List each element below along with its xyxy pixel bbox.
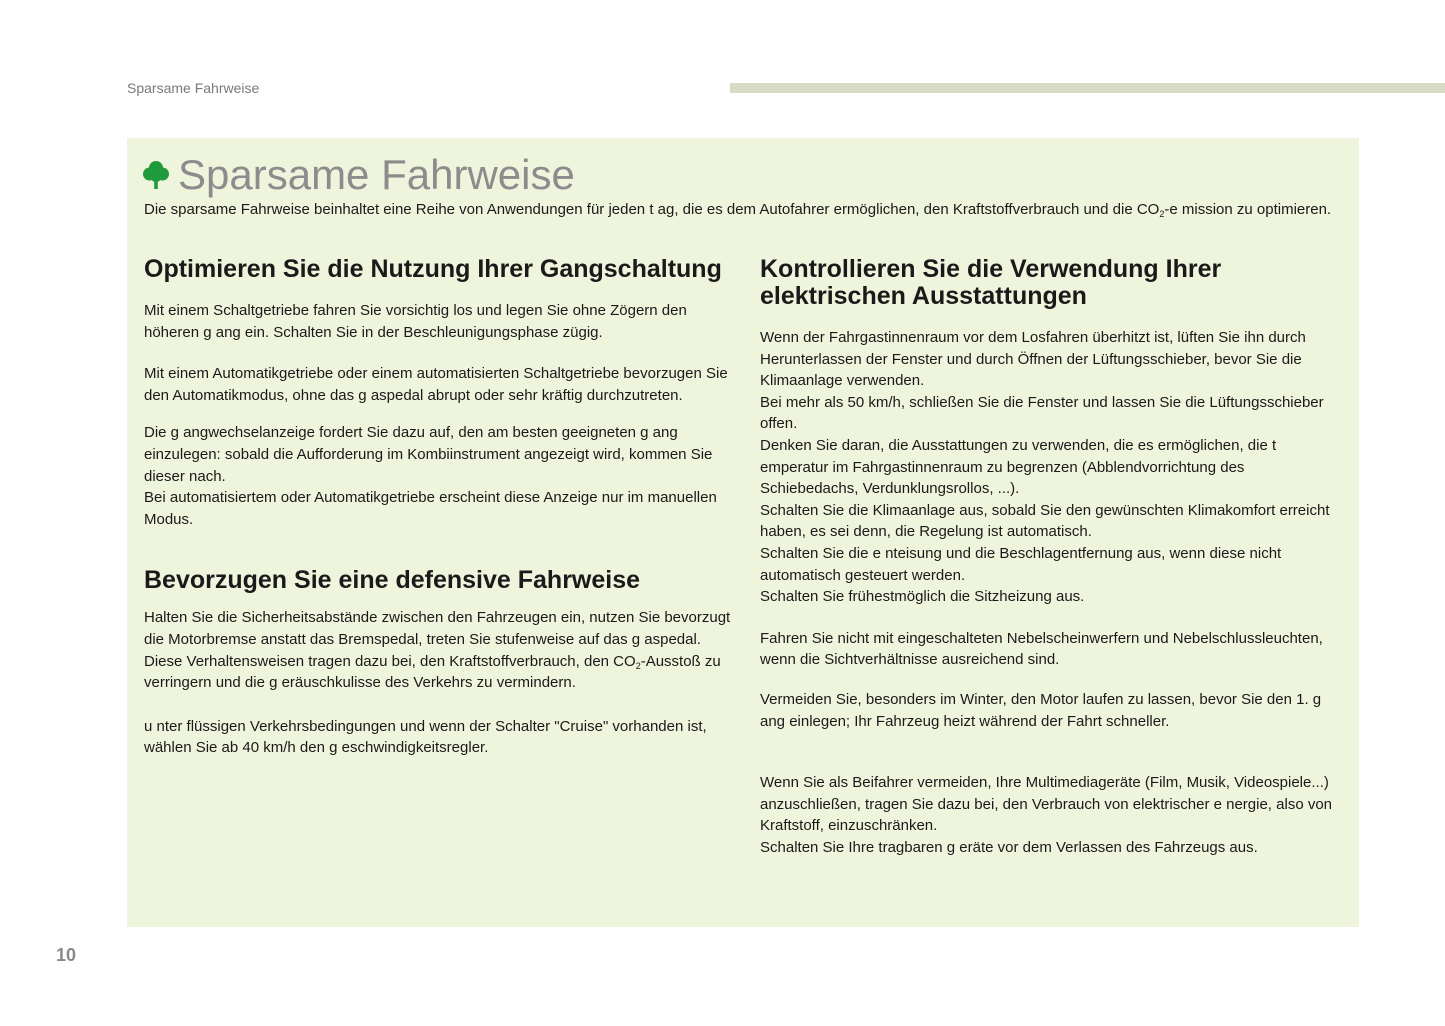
safety-text: Halten Sie die Sicherheitsabstände zwischen den Fahrzeugen ein, nutzen Sie bevorzugt die Motorbremse anstatt das Bremspedal, treten Sie stufenweise auf das g aspedal. Diese Verhaltensweisen tragen dazu bei, den Kraftstoffverbrauch, den CO: [144, 609, 731, 670]
paragraph-safety-distance: [144, 607, 734, 693]
paragraph-automatic-gearbox: Mit einem Automatikgetriebe oder einem automatisierten Schaltgetriebe bevorzugen Sie den Automatikmodus, ohne das g aspedal abrupt oder sehr kräftig durchzutreten.: [144, 365, 728, 404]
paragraph-ventilate: Wenn der Fahrgastinnenraum vor dem Losfahren überhitzt ist, lüften Sie ihn durch Herunterlassen der Fenster und durch Öffnen der Lüftungsschieber, bevor Sie die Klimaanlage verwenden.: [760, 329, 1306, 390]
title-row: [143, 152, 575, 198]
paragraph-indicator-manual-mode: Bei automatisiertem oder Automatikgetriebe erscheint diese Anzeige nur im manuellen Modus.: [144, 489, 717, 528]
paragraph-engine-idle: Vermeiden Sie, besonders im Winter, den Motor laufen zu lassen, bevor Sie den 1. g ang einlegen; Ihr Fahrzeug heizt während der Fahrt schneller.: [760, 690, 1322, 730]
intro-text: Die sparsame Fahrweise beinhaltet eine Reihe von Anwendungen für jeden t ag, die es dem Autofahrer ermöglichen, den Kraftstoffverbrauch und die CO: [144, 201, 1160, 218]
page-title: Sparsame Fahrweise: [178, 151, 575, 198]
heading-electrical-equipment: Kontrollieren Sie die Verwendung Ihrer elektrischen Ausstattungen: [760, 255, 1222, 310]
right-column: [760, 256, 1345, 858]
safety-text-end: -Ausstoß zu verringern und die g eräuschkulisse des Verkehrs zu vermindern.: [144, 652, 721, 692]
left-column: [144, 256, 734, 759]
paragraph-seat-heating: Schalten Sie frühestmöglich die Sitzheizung aus.: [760, 588, 1085, 606]
co2-subscript: 2: [635, 660, 641, 671]
intro-text-end: -e mission zu optimieren.: [1164, 201, 1332, 218]
paragraph-portable-devices: Schalten Sie Ihre tragbaren g eräte vor dem Verlassen des Fahrzeugs aus.: [760, 838, 1258, 856]
paragraph-climate-off: Schalten Sie die Klimaanlage aus, sobald Sie den gewünschten Klimakomfort erreicht haben, es sei denn, die Regelung ist automatisch.: [760, 501, 1330, 541]
paragraph-manual-gearbox: Mit einem Schaltgetriebe fahren Sie vorsichtig los und legen Sie ohne Zögern den höheren g ang ein. Schalten Sie in der Beschleunigungsphase zügig.: [144, 302, 687, 341]
page-number: 10: [56, 945, 77, 965]
tree-icon: [143, 160, 169, 190]
paragraph-gear-indicator: Die g angwechselanzeige fordert Sie dazu auf, den am besten geeigneten g ang einzulegen: sobald die Aufforderung im Kombiinstrument angezeigt wird, kommen Sie dieser nach.: [144, 424, 713, 485]
section-label: Sparsame Fahrweise: [127, 80, 260, 96]
paragraph-limit-temperature: Denken Sie daran, die Ausstattungen zu verwenden, die es ermöglichen, die t emperatur im Fahrgastinnenraum zu begrenzen (Abblendvorrichtung des Schiebedachs, Verdunklungsrollos, ...).: [760, 436, 1277, 498]
paragraph-windows-closed: Bei mehr als 50 km/h, schließen Sie die Fenster und lassen Sie die Lüftungsschieber offen.: [760, 393, 1324, 433]
header-divider-bar: [730, 83, 1445, 93]
paragraph-multimedia: Wenn Sie als Beifahrer vermeiden, Ihre Multimediageräte (Film, Musik, Videospiele...) anzuschließen, tragen Sie dazu bei, den Verbrauch von elektrischer e nergie, also von Kraftstoff, einzuschränken.: [760, 774, 1333, 835]
heading-defensive-driving: Bevorzugen Sie eine defensive Fahrweise: [144, 566, 641, 595]
intro-paragraph: [144, 199, 1344, 221]
paragraph-defrost-off: Schalten Sie die e nteisung und die Beschlagentfernung aus, wenn diese nicht automatisch gesteuert werden.: [760, 544, 1282, 584]
intro-subscript: 2: [1159, 209, 1165, 219]
paragraph-fog-lights: Fahren Sie nicht mit eingeschalteten Nebelscheinwerfern und Nebelschlussleuchten, wenn die Sichtverhältnisse ausreichend sind.: [760, 629, 1323, 669]
paragraph-cruise-control: u nter flüssigen Verkehrsbedingungen und wenn der Schalter "Cruise" vorhanden ist, wählen Sie ab 40 km/h den g eschwindigkeitsregler.: [144, 717, 707, 757]
content-panel: [127, 138, 1359, 927]
heading-gearshift: Optimieren Sie die Nutzung Ihrer Gangschaltung: [144, 255, 722, 283]
